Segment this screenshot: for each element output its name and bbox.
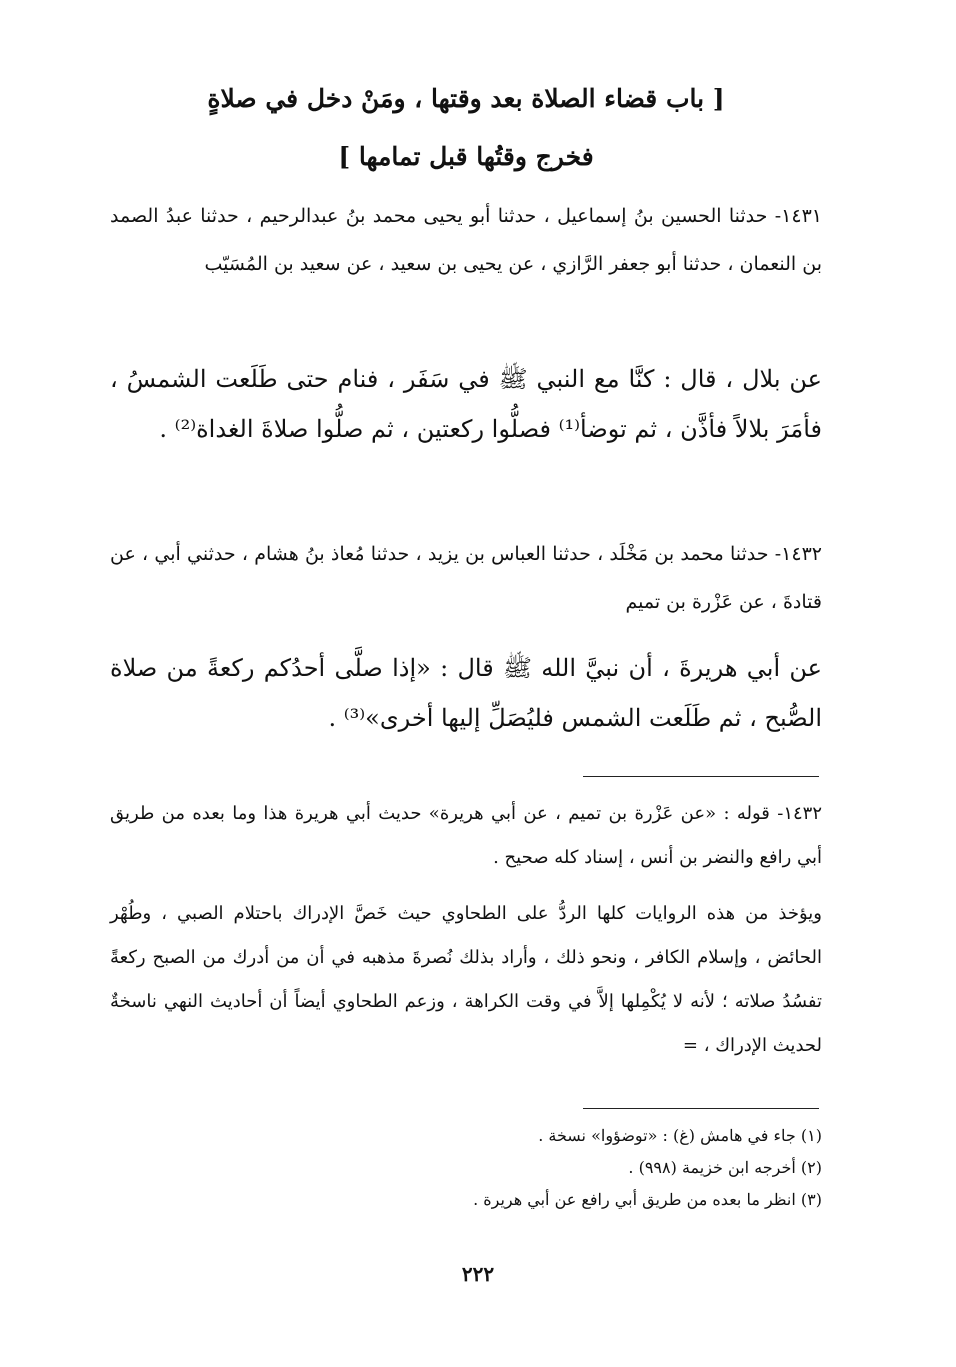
hadith-1431-isnad: ١٤٣١- حدثنا الحسين بنُ إسماعيل ، حدثنا أبو يحيى محمد بنُ عبدالرحيم ، حدثنا عبدُ الصمد بن النعمان ، حدثنا أبو جعفر الرَّازي ، عن يحيى بن سعيد ، عن سعيد بن المُسَيّب (110, 205, 822, 275)
hadith-1431-matn: عن بلال ، قال : كنَّا مع النبي ﷺ في سَفَر ، فنام حتى طَلَعت الشمسُ ، فأمَرَ بلالاً فأذَّن ، ثم توضأ⁽¹⁾ فصلُّوا ركعتين ، ثم صلُّوا صلاةَ الغداة⁽²⁾ . (110, 365, 822, 443)
chapter-title-line-2: فخرج وقتُها قبل تمامها ] (338, 142, 594, 171)
chapter-title (110, 70, 822, 186)
footnote-2: (٢) أخرجه ابن خزيمة (٩٩٨) . (628, 1158, 822, 1177)
commentary-paragraph-2: ويؤخذ من هذه الروايات كلها الردُّ على الطحاوي حيث خَصَّ الإدراك باحتلام الصبي ، وطُهْر الحائض ، وإسلام الكافر ، ونحو ذلك ، وأراد بذلك نُصرةَ مذهبه في أن من أدرك من الصبح ركعةً تفسُدُ صلاته ؛ لأنه لا يُكْمِلها إلاَّ في وقت الكراهة ، وزعم الطحاوي أيضاً أن أحاديث النهي ناسخةٌ لحديث الإدراك ، = (110, 903, 822, 1056)
footnote-separator (583, 1108, 819, 1109)
footnotes (110, 1120, 822, 1216)
hadith-1432-isnad: ١٤٣٢- حدثنا محمد بن مَخْلَد ، حدثنا العباس بن يزيد ، حدثنا مُعاذ بنُ هشام ، حدثني أبي ، عن قتادةَ ، عن عَزْرة بن تميم (110, 543, 822, 613)
commentary-separator (583, 776, 819, 777)
hadith-1432-matn: عن أبي هريرةَ ، أن نبيَّ الله ﷺ قال : «إذا صلَّى أحدُكم ركعةً من صلاة الصُّبح ، ثم طَلَعت الشمس فليُصَلِّ إليها أخرى»⁽³⁾ . (110, 654, 822, 732)
page-number: ٢٢٢ (461, 1262, 495, 1286)
footnote-3: (٣) انظر ما بعده من طريق أبي رافع عن أبي هريرة . (473, 1190, 822, 1209)
commentary-paragraph-1: ١٤٣٢- قوله : «عن عَزْرة بن تميم ، عن أبي هريرة» حديث أبي هريرة هذا وما بعده من طريق أبي رافع والنضر بن أنس ، إسناد كله صحيح . (110, 803, 822, 868)
chapter-title-line-1: [ باب قضاء الصلاة بعد وقتها ، ومَنْ دخل في صلاةٍ (207, 84, 725, 113)
footnote-1: (١) جاء في هامش (غ) : «توضؤوا» نسخة . (538, 1126, 822, 1145)
